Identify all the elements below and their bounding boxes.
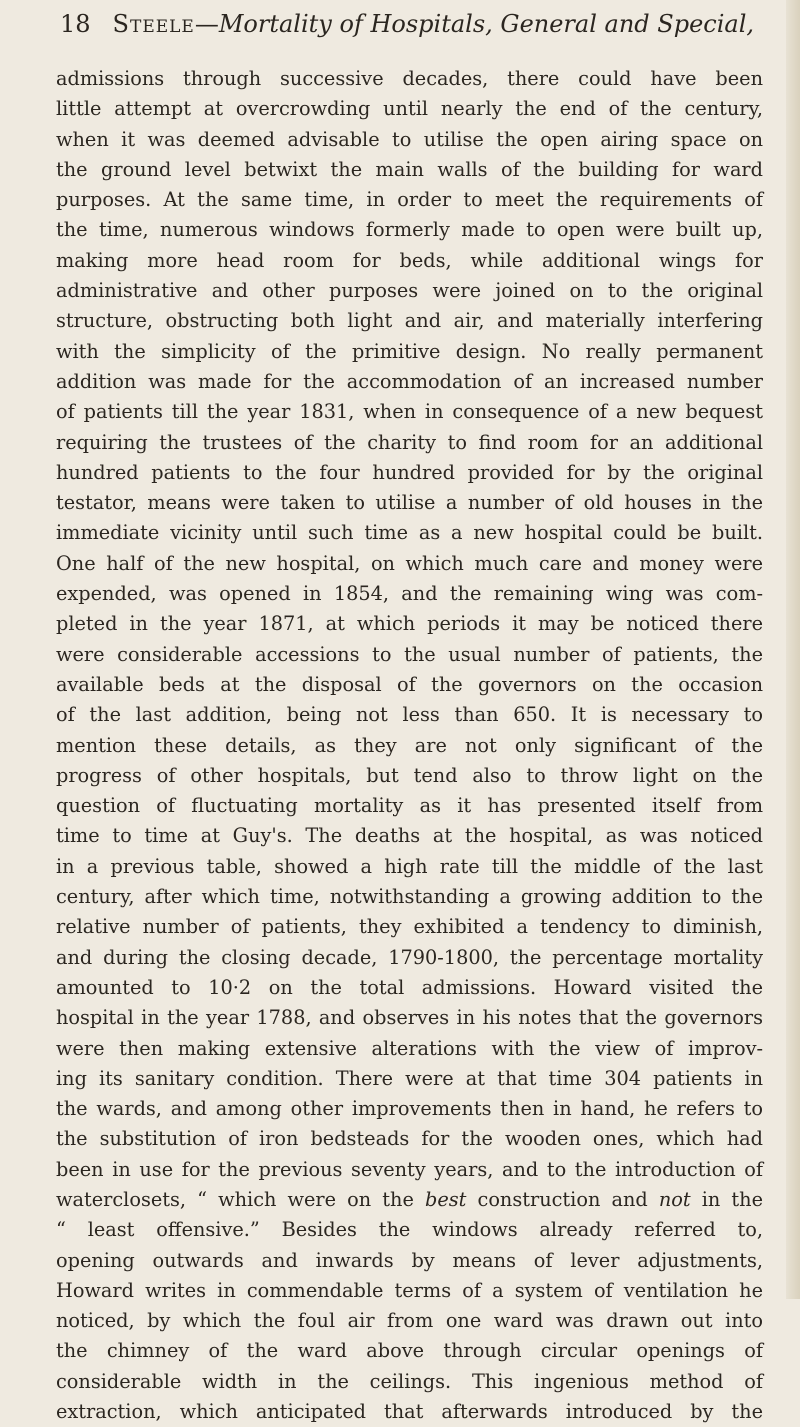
text-line: time to time at Guy's. The deaths at the hospital, as was noticed <box>56 824 763 848</box>
text-line: pleted in the year 1871, at which periods it may be noticed there <box>56 612 763 636</box>
text-line: available beds at the disposal of the governors on the occasion <box>56 672 763 696</box>
text-line: question of fluctuating mortality as it has presented itself from <box>56 794 763 818</box>
text-line: little attempt at overcrowding until nearly the end of the century, <box>56 97 763 121</box>
text-line: waterclosets, “ which were on the best construction and not in the <box>56 1187 764 1211</box>
text-line: the substitution of iron bedsteads for the wooden ones, which had <box>56 1127 763 1151</box>
text-line: noticed, by which the foul air from one ward was drawn out into <box>56 1309 763 1333</box>
text-line: admissions through successive decades, there could have been <box>56 67 763 90</box>
text-line: when it was deemed advisable to utilise the open airing space on <box>56 127 763 151</box>
text-line: immediate vicinity until such time as a new hospital could be built. <box>56 521 763 545</box>
text-line: administrative and other purposes were joined on to the original <box>56 279 763 303</box>
text-line: opening outwards and inwards by means of lever adjustments, <box>56 1248 763 1272</box>
text-line: with the simplicity of the primitive design. No really permanent <box>56 339 763 363</box>
text-line: and during the closing decade, 1790-1800, the percentage mortality <box>56 945 763 969</box>
text-line: of the last addition, being not less than 650. It is necessary to <box>56 703 763 727</box>
page-number: 18 <box>60 10 91 38</box>
text-line: ing its sanitary condition. There were at that time 304 patients in <box>56 1066 763 1090</box>
text-line: of patients till the year 1831, when in consequence of a new bequest <box>56 400 763 424</box>
text-line: hospital in the year 1788, and observes in his notes that the governors <box>56 1006 763 1030</box>
text-line: Howard writes in commendable terms of a system of ventilation he <box>56 1278 763 1302</box>
text-line: expended, was opened in 1854, and the remaining wing was com- <box>56 582 763 606</box>
text-line: requiring the trustees of the charity to find room for an additional <box>56 430 763 454</box>
running-header <box>60 10 760 38</box>
header-dash: — <box>194 10 219 38</box>
text-line: century, after which time, notwithstanding a growing addition to the <box>56 885 763 909</box>
text-line: considerable width in the ceilings. This ingenious method of <box>56 1369 763 1393</box>
text-line: structure, obstructing both light and air, and materially interfering <box>56 309 763 333</box>
text-line: addition was made for the accommodation of an increased number <box>56 369 763 393</box>
text-line: making more head room for beds, while additional wings for <box>56 248 763 272</box>
text-line: extraction, which anticipated that afterwards introduced by the <box>56 1400 763 1424</box>
text-line: progress of other hospitals, but tend also to throw light on the <box>56 763 763 787</box>
text-line: were then making extensive alterations with the view of improv- <box>56 1036 763 1060</box>
text-line: were considerable accessions to the usual number of patients, the <box>56 642 763 666</box>
header-author: Steele <box>112 10 195 38</box>
text-line: relative number of patients, they exhibited a tendency to diminish, <box>56 915 763 939</box>
text-line: purposes. At the same time, in order to meet the requirements of <box>56 188 763 212</box>
page-edge <box>786 0 800 1299</box>
text-line: hundred patients to the four hundred provided for by the original <box>56 460 763 484</box>
text-line: testator, means were taken to utilise a number of old houses in the <box>56 491 763 515</box>
text-line: the wards, and among other improvements then in hand, he refers to <box>56 1097 763 1121</box>
text-line: the time, numerous windows formerly made to open were built up, <box>56 218 763 242</box>
text-line: “ least offensive.” Besides the windows already referred to, <box>56 1218 763 1242</box>
text-line: the chimney of the ward above through circular openings of <box>56 1339 763 1363</box>
text-line: in a previous table, showed a high rate till the middle of the last <box>56 854 763 878</box>
header-title: Mortality of Hospitals, General and Special, <box>218 10 755 38</box>
text-line: amounted to 10·2 on the total admissions. Howard visited the <box>56 975 763 999</box>
body-text <box>56 64 763 1427</box>
text-line: the ground level betwixt the main walls of the building for ward <box>56 157 763 181</box>
text-line: One half of the new hospital, on which much care and money were <box>56 551 763 575</box>
text-line: mention these details, as they are not only significant of the <box>56 733 763 757</box>
text-line: been in use for the previous seventy years, and to the introduction of <box>56 1157 763 1181</box>
